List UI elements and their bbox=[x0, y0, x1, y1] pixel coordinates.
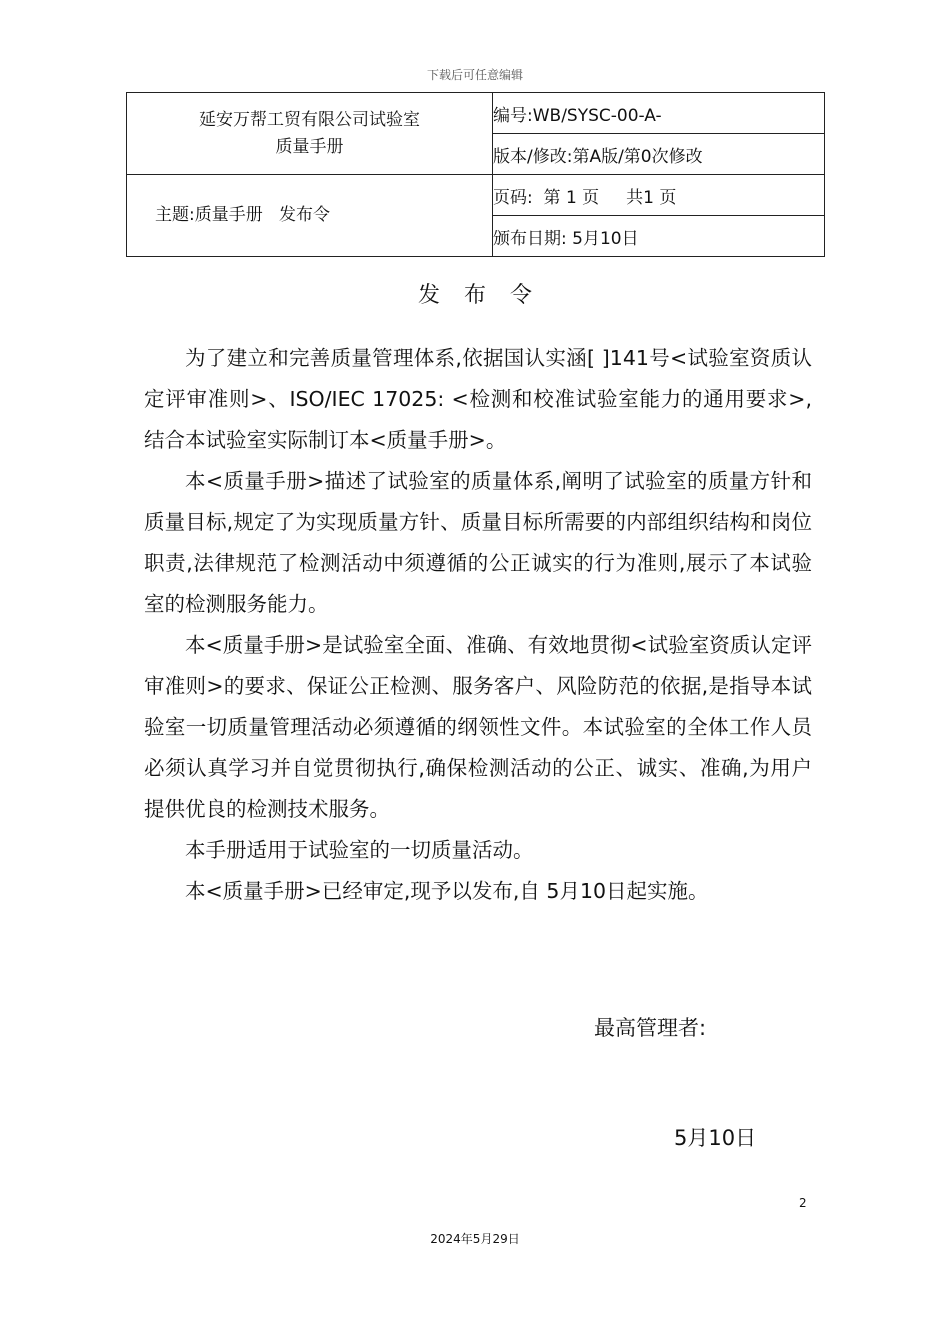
document-header-table bbox=[126, 92, 825, 257]
page-text: 页码: 第 1 页 共1 页 bbox=[493, 187, 677, 208]
paragraph: 本手册适用于试验室的一切质量活动。 bbox=[185, 838, 534, 862]
subject-cell bbox=[127, 175, 493, 257]
signature-label: 最高管理者: bbox=[594, 1016, 707, 1040]
company-cell bbox=[127, 93, 493, 175]
footer-date: 2024年5月29日 bbox=[430, 1232, 520, 1246]
page-number: 2 bbox=[799, 1196, 807, 1210]
subject-text: 主题:质量手册 发布令 bbox=[155, 205, 330, 225]
doc-number: 编号:WB/SYSC-00-A- bbox=[493, 105, 662, 126]
paragraph: 本<质量手册>描述了试验室的质量体系,阐明了试验室的质量方针和质量目标,规定了为实现质量方针、质量目标所需要的内部组织结构和岗位职责,法律规范了检测活动中须遵循的公正诚实的行为准则,展示了本试验室的检测服务能力。 bbox=[144, 469, 812, 616]
paragraph: 本<质量手册>是试验室全面、准确、有效地贯彻<试验室资质认定评审准则>的要求、保证公正检测、服务客户、风险防范的依据,是指导本试验室一切质量管理活动必须遵循的纲领性文件。本试验室的全体工作人员必须认真学习并自觉贯彻执行,确保检测活动的公正、诚实、准确,为用户提供优良的检测技术服务。 bbox=[144, 633, 812, 821]
document-title: 发布令 bbox=[417, 283, 556, 308]
page-cell bbox=[493, 175, 825, 216]
version-text: 版本/修改:第A版/第0次修改 bbox=[493, 146, 703, 167]
paragraph: 本<质量手册>已经审定,现予以发布,自 5月10日起实施。 bbox=[185, 879, 709, 903]
doc-number-cell bbox=[493, 93, 825, 134]
body-text bbox=[144, 338, 812, 912]
top-note: 下载后可任意编辑 bbox=[426, 68, 523, 82]
paragraph: 为了建立和完善质量管理体系,依据国认实涵[ ]141号<试验室资质认定评审准则>、ISO/IEC 17025: <检测和校准试验室能力的通用要求>,结合本试验室实际制订本<质量手册>。 bbox=[144, 346, 812, 452]
signature-date: 5月10日 bbox=[674, 1126, 757, 1150]
issue-date-text: 颁布日期: 5月10日 bbox=[493, 228, 639, 249]
manual-name: 质量手册 bbox=[275, 136, 344, 157]
version-cell bbox=[493, 134, 825, 175]
issue-date-cell bbox=[493, 216, 825, 257]
company-name: 延安万帮工贸有限公司试验室 bbox=[199, 109, 420, 130]
